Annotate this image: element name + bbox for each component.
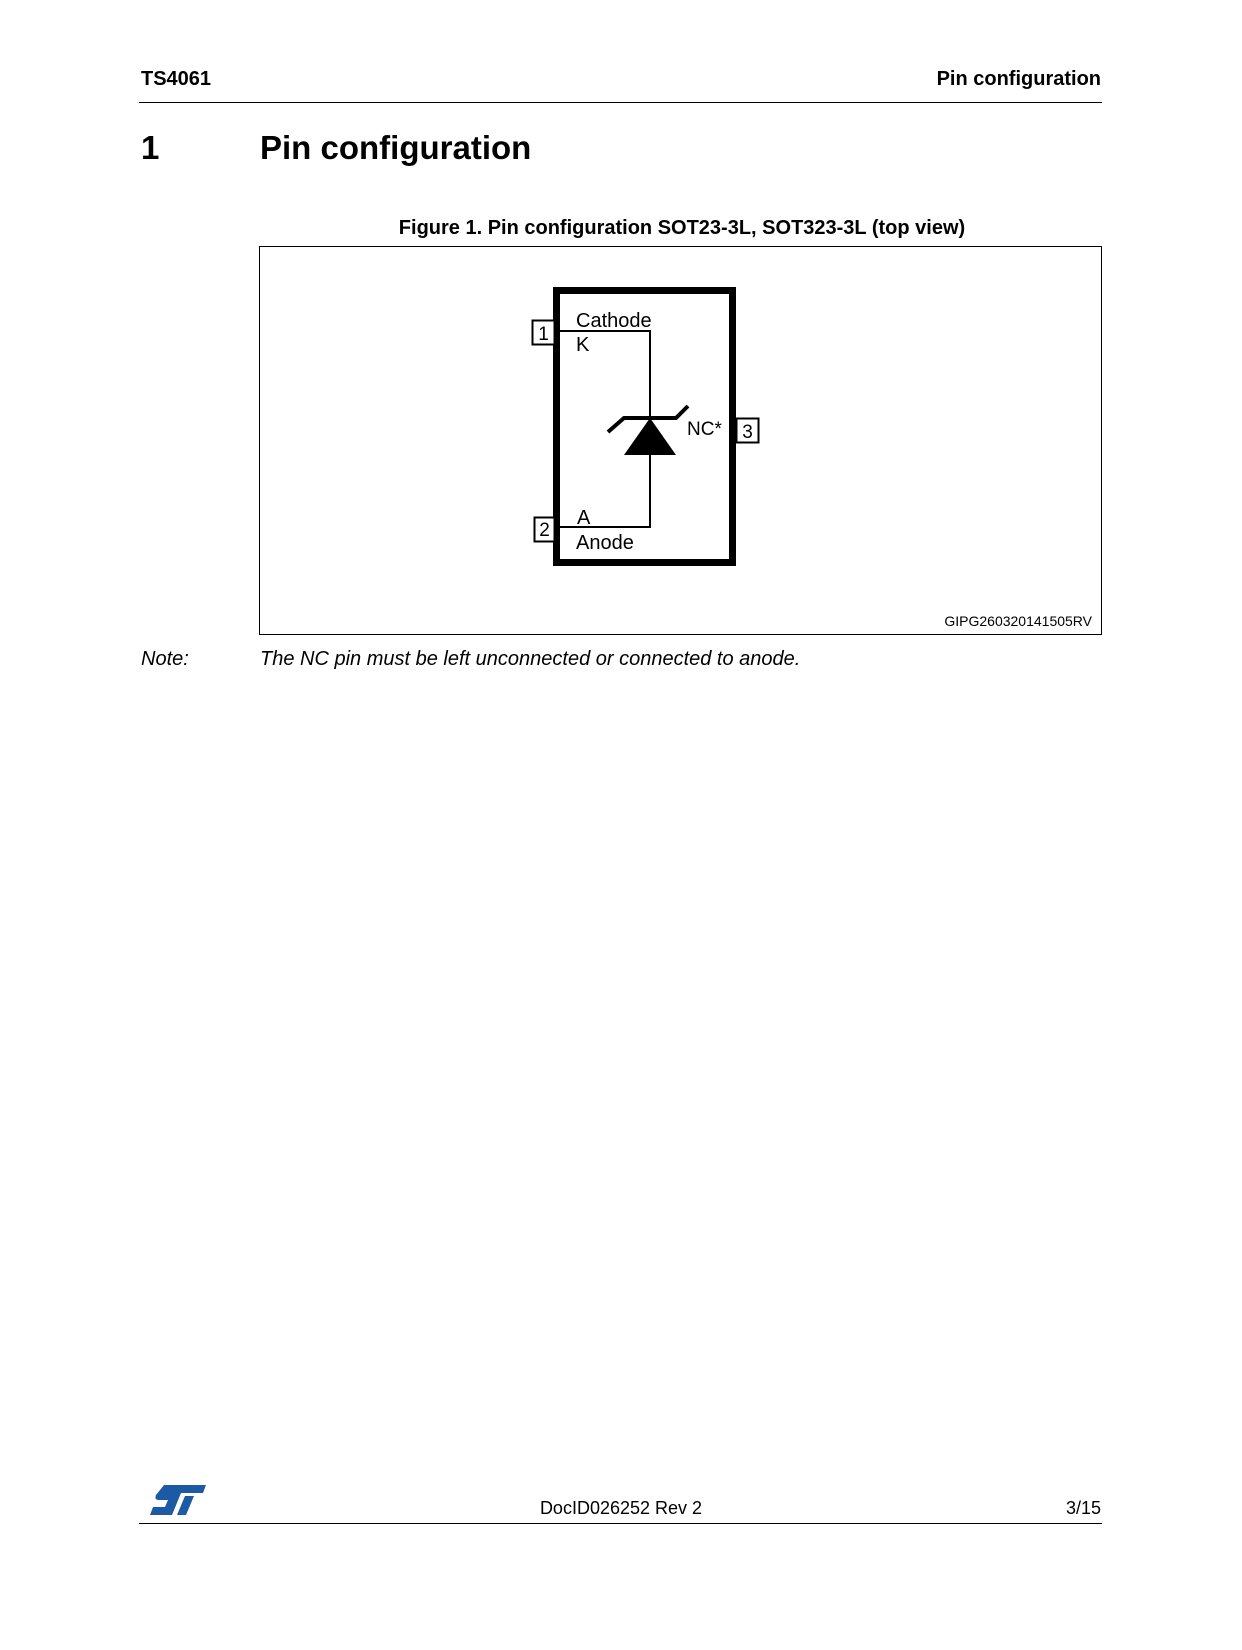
anode-label: Anode — [576, 532, 634, 554]
header-doc-name: TS4061 — [141, 68, 212, 90]
cathode-label: Cathode — [576, 310, 652, 332]
note-text: The NC pin must be left unconnected or connected to anode. — [260, 648, 801, 670]
figure-id-code: GIPG260320141505RV — [944, 613, 1092, 629]
footer-divider — [139, 1523, 1102, 1524]
diode-triangle — [624, 418, 676, 455]
cathode-symbol: K — [576, 334, 590, 356]
figure-caption: Figure 1. Pin configuration SOT23-3L, SOT323-3L (top view) — [398, 217, 966, 239]
nc-label: NC* — [687, 419, 722, 440]
cathode-wire — [559, 331, 650, 418]
note-label: Note: — [141, 648, 189, 670]
footer-doc-id: DocID026252 Rev 2 — [539, 1498, 703, 1518]
anode-wire — [559, 455, 650, 527]
pin-2-number: 2 — [539, 520, 550, 541]
anode-symbol: A — [577, 507, 591, 529]
pin-1-number: 1 — [538, 324, 549, 345]
section-number: 1 — [141, 129, 160, 166]
pin-configuration-diagram — [0, 0, 1242, 700]
footer-page-number: 3/15 — [1065, 1498, 1101, 1518]
header-section-title: Pin configuration — [936, 68, 1101, 90]
section-title: Pin configuration — [260, 129, 532, 166]
pin-3-number: 3 — [742, 422, 753, 443]
